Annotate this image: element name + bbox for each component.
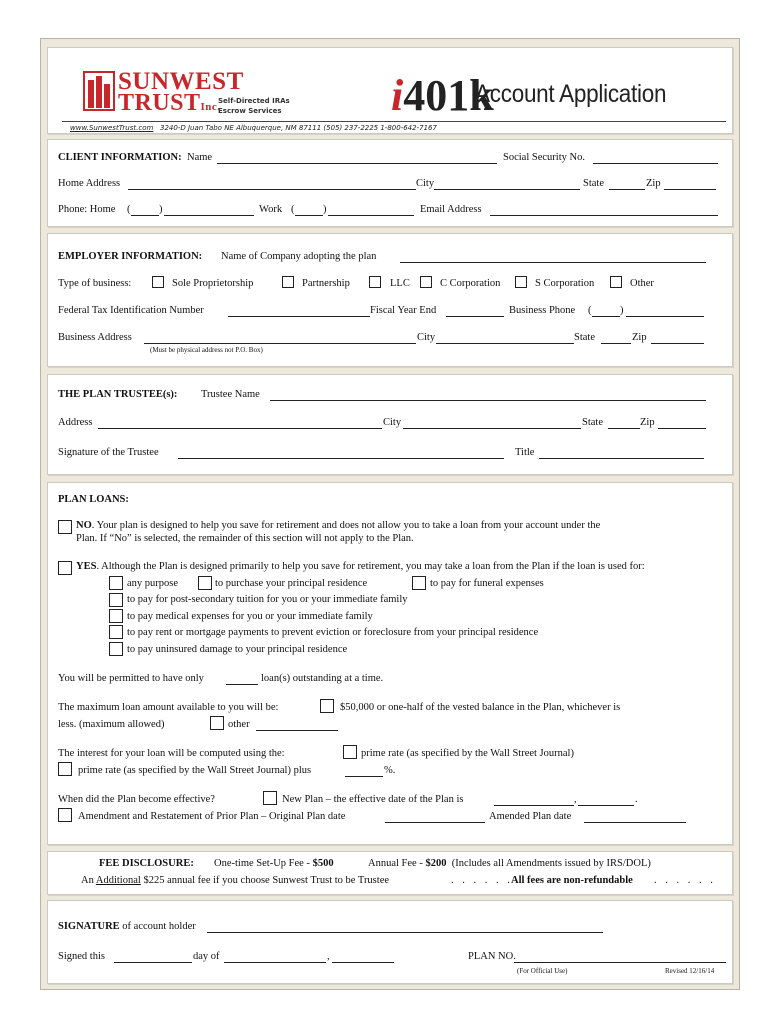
work-paren-close: )	[323, 204, 327, 215]
trustee-address-label: Address	[58, 417, 93, 428]
amended-date-field[interactable]	[584, 813, 686, 823]
other-checkbox[interactable]	[610, 276, 622, 288]
tuition-checkbox[interactable]	[109, 593, 123, 607]
yes-loans-text: YES. Although the Plan is designed primarily to help you save for retirement, you may take a loan from the Plan if the loan is used for:	[76, 561, 645, 572]
annual-fee: Annual Fee - $200 (Includes all Amendments issued by IRS/DOL)	[368, 858, 651, 869]
business-state-field[interactable]	[601, 334, 631, 344]
amended-date-label: Amended Plan date	[489, 811, 572, 822]
phone-label: Phone: Home	[58, 204, 116, 215]
outstanding-label-2: loan(s) outstanding at a time.	[261, 673, 384, 684]
fee-heading: FEE DISCLOSURE:	[99, 858, 194, 869]
state-label: State	[583, 178, 604, 189]
signed-this-label: Signed this	[58, 951, 105, 962]
page-title: Account Application	[475, 80, 667, 108]
employer-section	[47, 233, 733, 367]
trustee-title-label: Title	[515, 447, 535, 458]
new-plan-comma: ,	[574, 794, 577, 805]
client-section	[47, 139, 733, 227]
outstanding-label: You will be permitted to have only	[58, 673, 204, 684]
amendment-checkbox[interactable]	[58, 808, 72, 822]
official-use-note: (For Official Use)	[517, 967, 568, 975]
other-label: Other	[630, 278, 654, 289]
partnership-checkbox[interactable]	[282, 276, 294, 288]
home-address-label: Home Address	[58, 178, 121, 189]
new-plan-period: .	[635, 794, 638, 805]
business-type-label: Type of business:	[58, 278, 132, 289]
outstanding-count-field[interactable]	[226, 675, 258, 685]
home-area-code-field[interactable]	[131, 206, 159, 216]
tuition-label: to pay for post-secondary tuition for you or your immediate family	[127, 594, 408, 605]
business-zip-field[interactable]	[651, 334, 704, 344]
state-field[interactable]	[609, 180, 645, 190]
funeral-checkbox[interactable]	[412, 576, 426, 590]
rent-label: to pay rent or mortgage payments to prevent eviction or foreclosure from your principal residence	[127, 627, 539, 638]
prime-plus-percent: %.	[384, 765, 396, 776]
zip-label: Zip	[646, 178, 661, 189]
trustee-name-field[interactable]	[270, 391, 706, 401]
s-corporation-checkbox[interactable]	[515, 276, 527, 288]
medical-label: to pay medical expenses for you or your immediate family	[127, 611, 373, 622]
name-label: Name	[187, 152, 213, 163]
loans-heading: PLAN LOANS:	[58, 494, 129, 505]
company-field[interactable]	[400, 253, 706, 263]
tagline-iras: Self-Directed IRAs	[218, 97, 290, 105]
home-paren-close: )	[159, 204, 163, 215]
trustee-address-field[interactable]	[98, 419, 382, 429]
amendment-label: Amendment and Restatement of Prior Plan – Original Plan date	[78, 811, 346, 822]
fiscal-year-label: Fiscal Year End	[370, 305, 437, 316]
max-amount-label: The maximum loan amount available to you will be:	[58, 702, 279, 713]
non-refundable-note: All fees are non-refundable	[511, 875, 633, 886]
business-phone-label: Business Phone	[509, 305, 576, 316]
max-other-label: other	[228, 719, 250, 730]
company-label: Name of Company adopting the plan	[221, 251, 377, 262]
s-corporation-label: S Corporation	[535, 278, 595, 289]
effective-question: When did the Plan become effective?	[58, 794, 215, 805]
llc-label: LLC	[390, 278, 410, 289]
form-page	[40, 38, 740, 990]
work-phone-field[interactable]	[328, 206, 414, 216]
header-card	[47, 47, 733, 134]
llc-checkbox[interactable]	[369, 276, 381, 288]
trustee-signature-label: Signature of the Trustee	[58, 447, 159, 458]
max-50000-label: $50,000 or one-half of the vested balance in the Plan, whichever is	[340, 702, 621, 713]
brand-trust: TRUSTInc.	[118, 90, 221, 116]
sunwest-logo-icon	[82, 66, 116, 112]
city-field[interactable]	[434, 180, 580, 190]
trustee-state-field[interactable]	[608, 419, 640, 429]
residence-label: to purchase your principal residence	[215, 578, 368, 589]
yes-loans-checkbox[interactable]	[58, 561, 72, 575]
business-city-label: City	[417, 332, 436, 343]
signed-year-field[interactable]	[332, 953, 394, 963]
new-plan-checkbox[interactable]	[263, 791, 277, 805]
business-address-label: Business Address	[58, 332, 132, 343]
work-paren-open: (	[291, 204, 295, 215]
signed-day-field[interactable]	[114, 953, 192, 963]
fiscal-year-field[interactable]	[446, 307, 504, 317]
tagline-escrow: Escrow Services	[218, 107, 282, 115]
new-plan-date-field[interactable]	[494, 796, 574, 806]
signed-month-field[interactable]	[224, 953, 326, 963]
business-phone-field[interactable]	[626, 307, 704, 317]
business-address-field[interactable]	[144, 334, 416, 344]
sole-proprietorship-checkbox[interactable]	[152, 276, 164, 288]
max-other-checkbox[interactable]	[210, 716, 224, 730]
setup-fee-value: $500	[312, 858, 334, 869]
trustee-name-label: Trustee Name	[201, 389, 260, 400]
interest-label: The interest for your loan will be computed using the:	[58, 748, 285, 759]
max-amount-label-2: less. (maximum allowed)	[58, 719, 165, 730]
prime-plus-label: prime rate (as specified by the Wall Street Journal) plus	[78, 765, 312, 776]
website-link[interactable]: www.SunwestTrust.com	[70, 124, 154, 132]
po-box-note: (Must be physical address not P.O. Box)	[150, 346, 263, 354]
name-field[interactable]	[217, 154, 497, 164]
fee-dots: . . . . . .	[451, 875, 513, 886]
business-paren-open: (	[588, 305, 592, 316]
trustee-title-field[interactable]	[539, 449, 704, 459]
rent-checkbox[interactable]	[109, 625, 123, 639]
email-field[interactable]	[490, 206, 718, 216]
trustee-signature-field[interactable]	[178, 449, 504, 459]
additional-fee: An Additional $225 annual fee if you choose Sunwest Trust to be Trustee	[81, 875, 390, 886]
plan-no-label: PLAN NO.	[468, 951, 516, 962]
no-loans-text-2: Plan. If “No” is selected, the remainder of this section will not apply to the Plan.	[76, 533, 414, 544]
max-50000-checkbox[interactable]	[320, 699, 334, 713]
trustee-zip-field[interactable]	[658, 419, 706, 429]
annual-fee-value: $200	[425, 858, 447, 869]
damage-label: to pay uninsured damage to your principal residence	[127, 644, 348, 655]
prime-rate-checkbox[interactable]	[343, 745, 357, 759]
revised-date: Revised 12/16/14	[665, 967, 715, 975]
signature-section	[47, 900, 733, 984]
home-address-field[interactable]	[128, 180, 416, 190]
day-of-label: day of	[193, 951, 220, 962]
signature-label: SIGNATURE of account holder	[58, 921, 196, 932]
trustee-state-label: State	[582, 417, 603, 428]
partnership-label: Partnership	[302, 278, 350, 289]
trustee-city-label: City	[383, 417, 402, 428]
new-plan-label: New Plan – the effective date of the Plan is	[282, 794, 464, 805]
damage-checkbox[interactable]	[109, 642, 123, 656]
new-plan-year-field[interactable]	[578, 796, 634, 806]
residence-checkbox[interactable]	[198, 576, 212, 590]
ssn-field[interactable]	[593, 154, 718, 164]
c-corporation-checkbox[interactable]	[420, 276, 432, 288]
tax-id-field[interactable]	[228, 307, 370, 317]
tax-id-label: Federal Tax Identification Number	[58, 305, 204, 316]
plan-no-field[interactable]	[514, 953, 726, 963]
business-state-label: State	[574, 332, 595, 343]
setup-fee: One-time Set-Up Fee - $500	[214, 858, 334, 869]
c-corporation-label: C Corporation	[440, 278, 501, 289]
brand-sunwest: SUNWEST	[118, 68, 244, 95]
product-logo: i401k	[391, 71, 494, 120]
work-label: Work	[259, 204, 283, 215]
employer-heading: EMPLOYER INFORMATION:	[58, 251, 203, 262]
fee-dots-2: . . . . . .	[654, 875, 716, 886]
loans-section	[47, 482, 733, 845]
sole-proprietorship-label: Sole Proprietorship	[172, 278, 254, 289]
any-purpose-label: any purpose	[127, 578, 179, 589]
prime-rate-label: prime rate (as specified by the Wall Street Journal)	[361, 748, 574, 759]
trustee-heading: THE PLAN TRUSTEE(s):	[58, 389, 178, 400]
zip-field[interactable]	[664, 180, 716, 190]
work-area-code-field[interactable]	[295, 206, 323, 216]
client-heading: CLIENT INFORMATION:	[58, 152, 182, 163]
business-city-field[interactable]	[436, 334, 574, 344]
signed-comma: ,	[327, 951, 330, 962]
home-paren-open: (	[127, 204, 131, 215]
account-holder-signature-field[interactable]	[207, 923, 603, 933]
business-area-code-field[interactable]	[592, 307, 620, 317]
max-other-field[interactable]	[256, 721, 338, 731]
home-phone-field[interactable]	[164, 206, 254, 216]
ssn-label: Social Security No.	[503, 152, 585, 163]
no-loans-text: NO. Your plan is designed to help you save for retirement and does not allow you to take a loan from your account under the	[76, 520, 601, 531]
city-label: City	[416, 178, 435, 189]
brand-inc: Inc.	[200, 101, 221, 113]
trustee-section	[47, 374, 733, 475]
no-loans-checkbox[interactable]	[58, 520, 72, 534]
prime-plus-checkbox[interactable]	[58, 762, 72, 776]
any-purpose-checkbox[interactable]	[109, 576, 123, 590]
medical-checkbox[interactable]	[109, 609, 123, 623]
original-plan-date-field[interactable]	[385, 813, 485, 823]
business-zip-label: Zip	[632, 332, 647, 343]
email-label: Email Address	[420, 204, 482, 215]
funeral-label: to pay for funeral expenses	[430, 578, 544, 589]
trustee-zip-label: Zip	[640, 417, 655, 428]
prime-plus-field[interactable]	[345, 767, 383, 777]
contact-line: www.SunwestTrust.com 3240-D Juan Tabo NE Albuquerque, NM 87111 (505) 237-2225 1-800-642-7167	[70, 124, 437, 132]
trustee-city-field[interactable]	[403, 419, 581, 429]
business-paren-close: )	[620, 305, 624, 316]
fee-section	[47, 851, 733, 895]
header-divider	[62, 121, 726, 122]
